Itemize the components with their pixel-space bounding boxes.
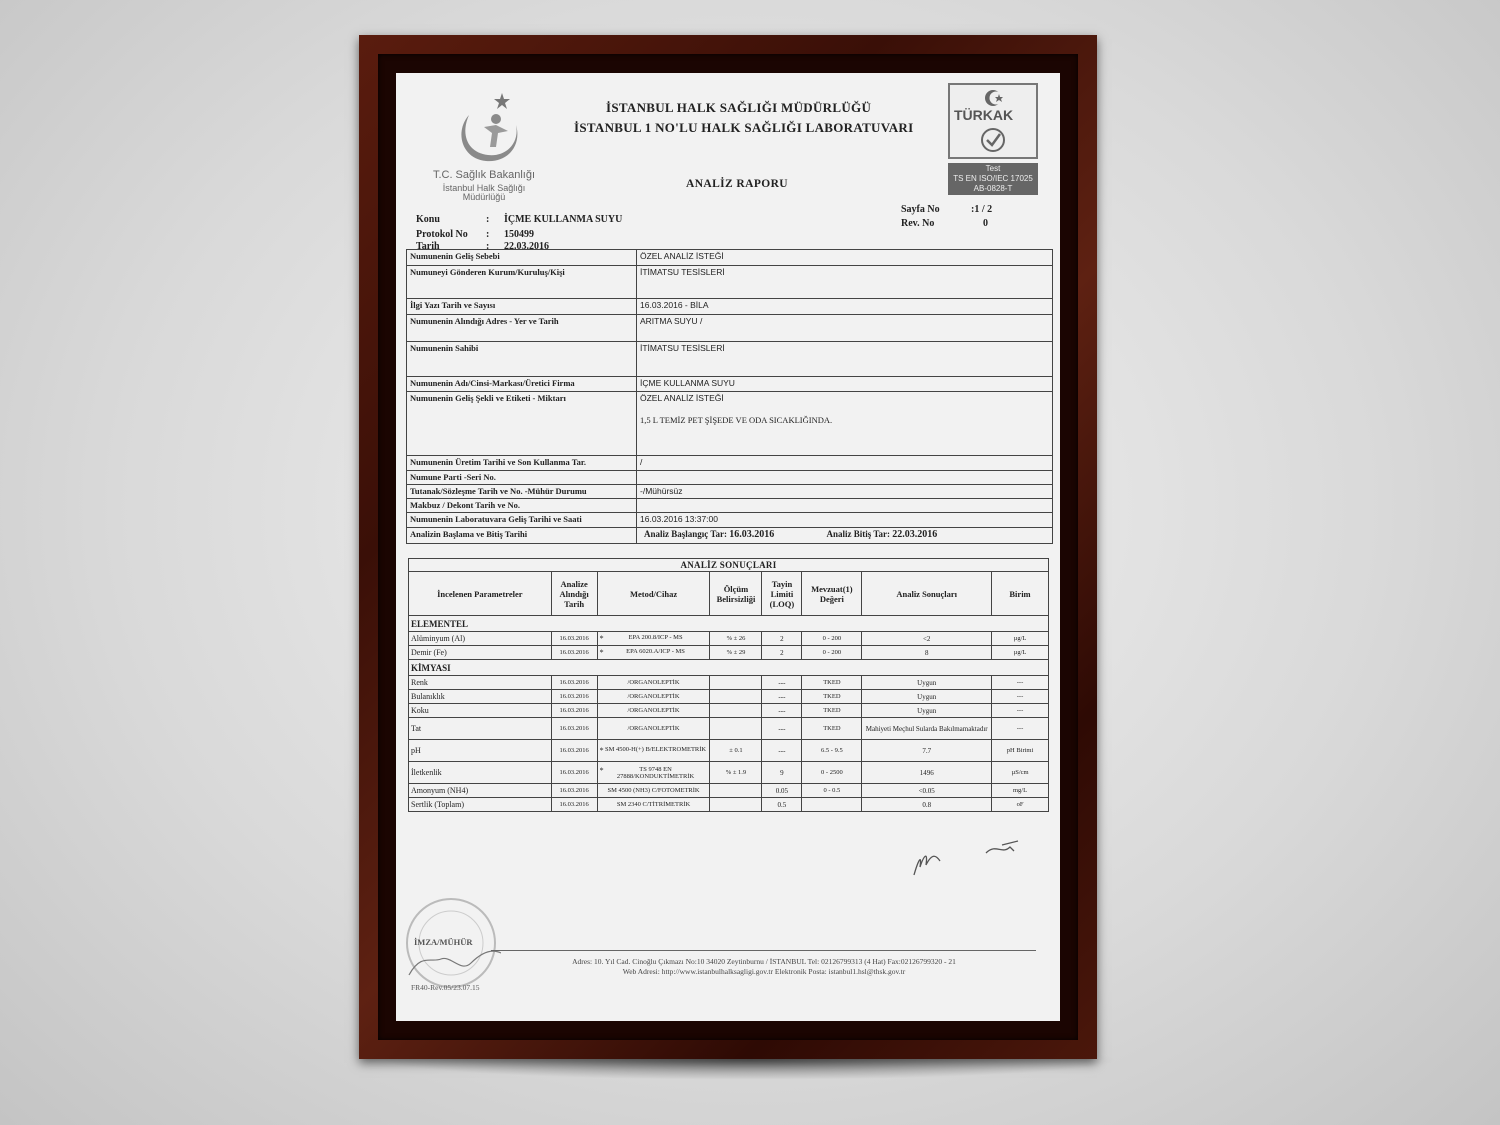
accredited-marker: * — [599, 648, 604, 657]
turkak-standard-band — [948, 163, 1038, 195]
info-value: 16.03.2016 13:37:00 — [637, 513, 1053, 528]
info-row — [407, 342, 1053, 377]
handwritten-initials — [906, 833, 1026, 883]
result-loq: --- — [762, 718, 802, 740]
turkak-accreditation-mark — [948, 83, 1038, 195]
result-method — [597, 762, 710, 784]
info-row — [407, 250, 1053, 266]
turkak-badge — [948, 83, 1038, 159]
info-row — [407, 485, 1053, 499]
results-header-row — [409, 572, 1049, 616]
result-date: 16.03.2016 — [551, 740, 597, 762]
end-date-value: 22.03.2016 — [892, 529, 938, 540]
info-label: Numunenin Üretim Tarihi ve Son Kullanma Tar. — [407, 456, 637, 471]
results-caption: ANALİZ SONUÇLARI — [409, 559, 1049, 572]
meta-rev — [901, 218, 988, 229]
sayfa-label: Sayfa No — [901, 204, 940, 215]
result-uncertainty: ± 0.1 — [710, 740, 762, 762]
result-method — [597, 740, 710, 762]
result-date: 16.03.2016 — [551, 718, 597, 740]
result-unit: --- — [992, 704, 1049, 718]
result-value: <0.05 — [862, 784, 992, 798]
col-header-regulation: Mevzuat(1) Değeri — [802, 572, 862, 616]
result-uncertainty: % ± 26 — [710, 632, 762, 646]
col-header-loq: Tayin Limiti (LOQ) — [762, 572, 802, 616]
result-param: Sertlik (Toplam) — [409, 798, 552, 812]
result-method — [597, 718, 710, 740]
result-uncertainty: % ± 1.9 — [710, 762, 762, 784]
result-unit: --- — [992, 690, 1049, 704]
result-loq: --- — [762, 690, 802, 704]
result-unit: µg/L — [992, 632, 1049, 646]
info-row — [407, 471, 1053, 485]
table-row — [409, 704, 1049, 718]
info-label: Makbuz / Dekont Tarih ve No. — [407, 499, 637, 513]
info-label: Numunenin Laboratuvara Geliş Tarihi ve Saati — [407, 513, 637, 528]
result-param: Koku — [409, 704, 552, 718]
result-unit: oF — [992, 798, 1049, 812]
info-value — [637, 499, 1053, 513]
accredited-marker: * — [599, 746, 604, 755]
result-regulation: 6.5 - 9.5 — [802, 740, 862, 762]
table-row — [409, 718, 1049, 740]
result-loq: 2 — [762, 632, 802, 646]
result-value: 0.8 — [862, 798, 992, 812]
address-line1: Adres: 10. Yıl Cad. Cinoğlu Çıkmazı No:10 34020 Zeytinburnu / İSTANBUL Tel: 02126799313 (4 Hat) Fax:02126799320 - 21 — [572, 957, 956, 966]
tarih-value: 22.03.2016 — [504, 241, 549, 252]
method-text: EPA 200.8/ICP - MS — [628, 634, 683, 641]
info-row — [407, 315, 1053, 342]
result-loq: --- — [762, 740, 802, 762]
method-text: /ORGANOLEPTİK — [627, 679, 680, 686]
address-line2: Web Adresi: http://www.istanbulhalksagligi.gov.tr Elektronik Posta: istanbul1.hsl@thsk.gov.tr — [622, 967, 906, 976]
konu-label: Konu — [416, 214, 440, 225]
result-date: 16.03.2016 — [551, 676, 597, 690]
table-row — [409, 798, 1049, 812]
info-value: ARITMA SUYU / — [637, 315, 1053, 342]
info-value: -/Mühürsüz — [637, 485, 1053, 499]
result-value: 7.7 — [862, 740, 992, 762]
meta-konu: Konu : İÇME KULLANMA SUYU — [416, 214, 623, 225]
analysis-results-table — [408, 558, 1049, 812]
result-uncertainty — [710, 718, 762, 740]
result-value: 1496 — [862, 762, 992, 784]
info-value: ÖZEL ANALİZ İSTEĞİ — [637, 250, 1053, 266]
info-value — [637, 471, 1053, 485]
result-regulation — [802, 798, 862, 812]
info-row — [407, 392, 1053, 456]
signature-label: İMZA/MÜHÜR — [414, 937, 473, 947]
result-param: Alüminyum (Al) — [409, 632, 552, 646]
result-loq: 0.5 — [762, 798, 802, 812]
directorate-logo-text: İstanbul Halk Sağlığı Müdürlüğü — [442, 183, 526, 202]
result-regulation: TKED — [802, 690, 862, 704]
ministry-emblem-icon — [424, 87, 544, 167]
accredited-marker: * — [599, 634, 604, 643]
info-value: İÇME KULLANMA SUYU — [637, 377, 1053, 392]
section-row — [409, 616, 1049, 632]
end-date-label: Analiz Bitiş Tar: — [826, 529, 891, 539]
result-regulation: TKED — [802, 718, 862, 740]
info-row — [407, 456, 1053, 471]
col-header-parameter: İncelenen Parametreler — [409, 572, 552, 616]
delivery-container: 1,5 L TEMİZ PET ŞİŞEDE VE ODA SICAKLIĞINDA. — [640, 415, 833, 425]
result-loq: 2 — [762, 646, 802, 660]
info-label: Numunenin Geliş Şekli ve Etiketi - Miktarı — [407, 392, 637, 456]
col-header-method: Metod/Cihaz — [597, 572, 710, 616]
method-text: /ORGANOLEPTİK — [627, 707, 680, 714]
result-regulation: 0 - 200 — [802, 646, 862, 660]
info-label: Numune Parti -Seri No. — [407, 471, 637, 485]
result-method — [597, 704, 710, 718]
result-unit: µg/L — [992, 646, 1049, 660]
result-regulation: TKED — [802, 704, 862, 718]
footer-address — [484, 957, 1044, 977]
result-param: Renk — [409, 676, 552, 690]
rev-label: Rev. No — [901, 218, 935, 229]
sayfa-value: :1 / 2 — [971, 204, 993, 215]
meta-tarih: Tarih : 22.03.2016 — [416, 241, 549, 252]
result-date: 16.03.2016 — [551, 784, 597, 798]
result-date: 16.03.2016 — [551, 762, 597, 784]
method-text: TS 9748 EN 27888/KONDUKTİMETRİK — [616, 765, 695, 780]
result-value: 8 — [862, 646, 992, 660]
table-row — [409, 690, 1049, 704]
result-date: 16.03.2016 — [551, 646, 597, 660]
method-text: SM 4500 (NH3) C/FOTOMETRİK — [607, 787, 700, 794]
start-date-label: Analiz Başlangıç Tar: — [644, 529, 728, 539]
turkak-code: AB-0828-T — [973, 184, 1013, 193]
rev-value: 0 — [983, 218, 988, 229]
result-method — [597, 798, 710, 812]
ministry-logo — [424, 87, 544, 207]
turkak-standard: TS EN ISO/IEC 17025 — [953, 174, 1033, 183]
info-label: Tutanak/Sözleşme Tarih ve No. -Mühür Durumu — [407, 485, 637, 499]
info-value: İTİMATSU TESİSLERİ — [637, 266, 1053, 299]
result-param: İletkenlik — [409, 762, 552, 784]
result-value: Uygun — [862, 690, 992, 704]
report-title: ANALİZ RAPORU — [686, 178, 788, 190]
table-row — [409, 762, 1049, 784]
footer-divider — [491, 950, 1036, 951]
start-date-value: 16.03.2016 — [729, 529, 775, 540]
result-param: Bulanıklık — [409, 690, 552, 704]
result-value: Mahiyeti Meçhul Sularda Bakılmamaktadır — [862, 718, 992, 740]
result-loq: --- — [762, 704, 802, 718]
delivery-method: ÖZEL ANALİZ İSTEĞİ — [640, 393, 724, 403]
meta-protokol: Protokol No : 150499 — [416, 229, 534, 240]
info-label: Numunenin Geliş Sebebi — [407, 250, 637, 266]
result-method — [597, 646, 710, 660]
info-row — [407, 299, 1053, 315]
analysis-report-document — [396, 73, 1060, 1021]
result-loq: 9 — [762, 762, 802, 784]
result-method — [597, 690, 710, 704]
section-title: ELEMENTEL — [409, 616, 1049, 632]
info-row — [407, 266, 1053, 299]
result-regulation: 0 - 0.5 — [802, 784, 862, 798]
method-text: EPA 6020.A/ICP - MS — [626, 648, 685, 655]
accredited-marker: * — [599, 765, 604, 775]
result-regulation: 0 - 200 — [802, 632, 862, 646]
result-loq: --- — [762, 676, 802, 690]
table-row — [409, 646, 1049, 660]
result-param: Amonyum (NH4) — [409, 784, 552, 798]
col-header-result: Analiz Sonuçları — [862, 572, 992, 616]
result-regulation: TKED — [802, 676, 862, 690]
turkak-name: TÜRKAK — [954, 107, 1014, 123]
info-row — [407, 528, 1053, 544]
result-uncertainty — [710, 784, 762, 798]
section-row — [409, 660, 1049, 676]
result-unit: pH Birimi — [992, 740, 1049, 762]
result-unit: --- — [992, 718, 1049, 740]
result-param: pH — [409, 740, 552, 762]
org-title-line2: İSTANBUL 1 NO'LU HALK SAĞLIĞI LABORATUVARI — [574, 120, 914, 135]
result-uncertainty — [710, 704, 762, 718]
meta-sayfa — [901, 204, 992, 215]
konu-value: İÇME KULLANMA SUYU — [504, 214, 623, 225]
result-unit: --- — [992, 676, 1049, 690]
info-value: İTİMATSU TESİSLERİ — [637, 342, 1053, 377]
table-row — [409, 632, 1049, 646]
result-uncertainty — [710, 798, 762, 812]
form-code: FR40-Rev.05/23.07.15 — [411, 983, 480, 992]
result-date: 16.03.2016 — [551, 704, 597, 718]
info-label: Numunenin Alındığı Adres - Yer ve Tarih — [407, 315, 637, 342]
result-uncertainty — [710, 676, 762, 690]
tarih-label: Tarih — [416, 241, 440, 252]
result-value: Uygun — [862, 704, 992, 718]
analysis-period-label: Analizin Başlama ve Bitiş Tarihi — [407, 528, 637, 544]
protokol-label: Protokol No — [416, 229, 468, 240]
result-date: 16.03.2016 — [551, 798, 597, 812]
method-text: /ORGANOLEPTİK — [627, 693, 680, 700]
info-label: Numunenin Adı/Cinsi-Markası/Üretici Firma — [407, 377, 637, 392]
result-date: 16.03.2016 — [551, 632, 597, 646]
table-row — [409, 784, 1049, 798]
result-uncertainty — [710, 690, 762, 704]
protokol-value: 150499 — [504, 229, 534, 240]
result-loq: 0.05 — [762, 784, 802, 798]
result-method — [597, 676, 710, 690]
info-value — [637, 392, 1053, 456]
method-text: /ORGANOLEPTİK — [627, 725, 680, 732]
method-text: SM 2340 C/TİTRİMETRİK — [616, 801, 691, 808]
col-header-unit: Birim — [992, 572, 1049, 616]
info-label: Numuneyi Gönderen Kurum/Kuruluş/Kişi — [407, 266, 637, 299]
result-unit: mg/L — [992, 784, 1049, 798]
col-header-date: Analize Alındığı Tarih — [551, 572, 597, 616]
turkak-test: Test — [985, 164, 1001, 173]
info-value: / — [637, 456, 1053, 471]
info-value: 16.03.2016 - BİLA — [637, 299, 1053, 315]
section-title: KİMYASI — [409, 660, 1049, 676]
info-label: İlgi Yazı Tarih ve Sayısı — [407, 299, 637, 315]
org-title-line1: İSTANBUL HALK SAĞLIĞI MÜDÜRLÜĞÜ — [606, 100, 872, 115]
result-param: Tat — [409, 718, 552, 740]
info-row — [407, 499, 1053, 513]
result-value: <2 — [862, 632, 992, 646]
analysis-period-value — [637, 528, 1053, 544]
info-row — [407, 377, 1053, 392]
table-row — [409, 676, 1049, 690]
result-uncertainty: % ± 29 — [710, 646, 762, 660]
result-method — [597, 632, 710, 646]
col-header-uncertainty: Ölçüm Belirsizliği — [710, 572, 762, 616]
info-label: Numunenin Sahibi — [407, 342, 637, 377]
result-regulation: 0 - 2500 — [802, 762, 862, 784]
result-value: Uygun — [862, 676, 992, 690]
info-row — [407, 513, 1053, 528]
result-param: Demir (Fe) — [409, 646, 552, 660]
result-method — [597, 784, 710, 798]
table-row — [409, 740, 1049, 762]
method-text: SM 4500-H(+) B/ELEKTROMETRİK — [604, 746, 707, 753]
result-unit: µS/cm — [992, 762, 1049, 784]
result-date: 16.03.2016 — [551, 690, 597, 704]
sample-info-table — [406, 249, 1053, 544]
ministry-name: T.C. Sağlık Bakanlığı — [432, 169, 536, 181]
